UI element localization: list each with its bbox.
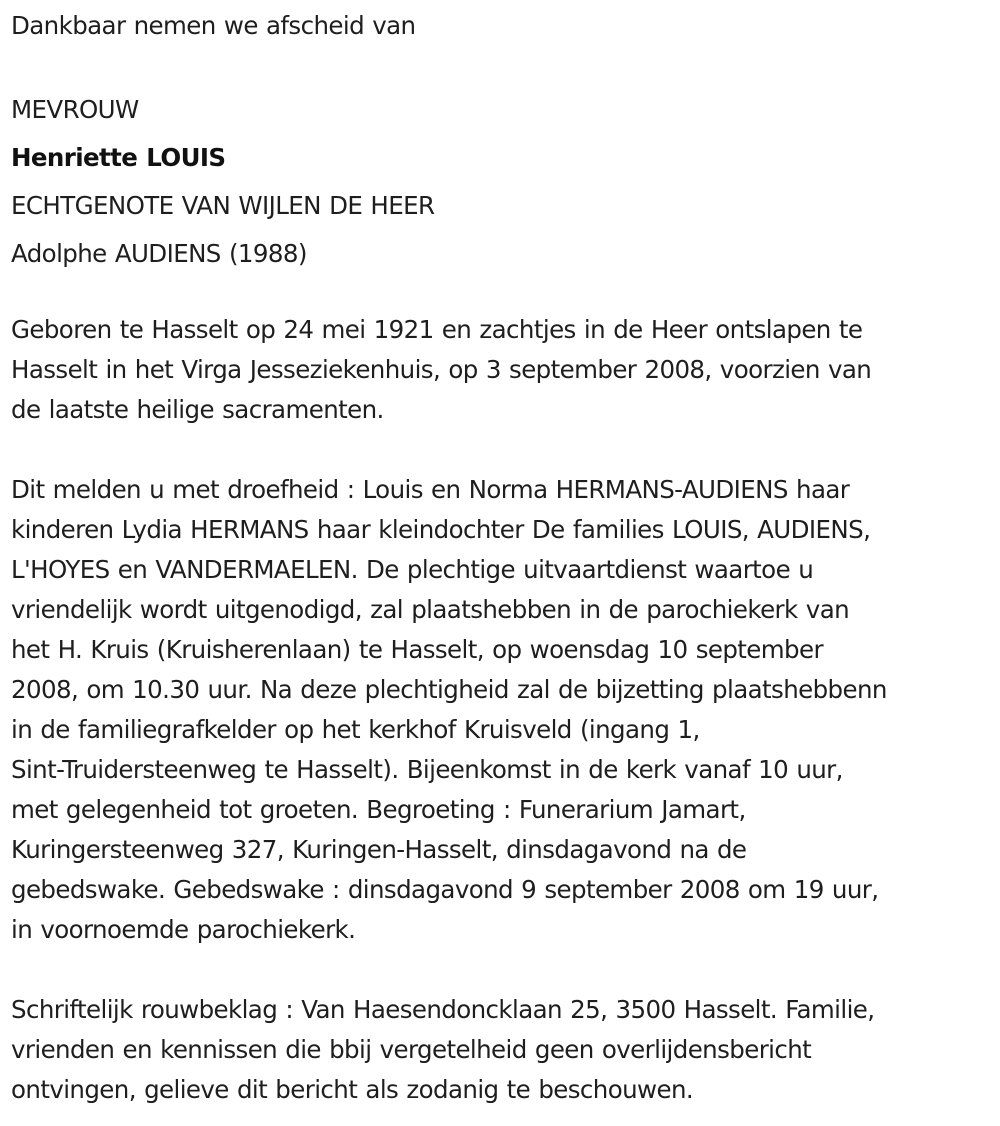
condolences-paragraph <box>11 990 874 1110</box>
paragraph-line: L'HOYES en VANDERMAELEN. De plechtige uitvaartdienst waartoe u <box>11 555 814 584</box>
relation-line: ECHTGENOTE VAN WIJLEN DE HEER <box>11 191 435 220</box>
paragraph-line: Kuringersteenweg 327, Kuringen-Hasselt, dinsdagavond na de <box>11 835 747 864</box>
paragraph-line: Dit melden u met droefheid : Louis en Norma HERMANS-AUDIENS haar <box>11 475 850 504</box>
paragraph-line: in voornoemde parochiekerk. <box>11 915 356 944</box>
announcement-paragraph <box>11 470 887 950</box>
paragraph-line: ontvingen, gelieve dit bericht als zodanig te beschouwen. <box>11 1075 694 1104</box>
paragraph-line: Geboren te Hasselt op 24 mei 1921 en zachtjes in de Heer ontslapen te <box>11 315 863 344</box>
paragraph-line: Schriftelijk rouwbeklag : Van Haesendoncklaan 25, 3500 Hasselt. Familie, <box>11 995 875 1024</box>
birth-death-paragraph <box>11 310 871 430</box>
paragraph-line: in de familiegrafkelder op het kerkhof Kruisveld (ingang 1, <box>11 715 700 744</box>
paragraph-line: vriendelijk wordt uitgenodigd, zal plaatshebben in de parochiekerk van <box>11 595 850 624</box>
intro-line: Dankbaar nemen we afscheid van <box>11 11 416 40</box>
paragraph-line: Hasselt in het Virga Jesseziekenhuis, op 3 september 2008, voorzien van <box>11 355 872 384</box>
paragraph-line: het H. Kruis (Kruisherenlaan) te Hasselt, op woensdag 10 september <box>11 635 823 664</box>
paragraph-line: kinderen Lydia HERMANS haar kleindochter De families LOUIS, AUDIENS, <box>11 515 871 544</box>
paragraph-line: de laatste heilige sacramenten. <box>11 395 384 424</box>
spouse-name: Adolphe AUDIENS (1988) <box>11 239 307 268</box>
paragraph-line: gebedswake. Gebedswake : dinsdagavond 9 september 2008 om 19 uur, <box>11 875 879 904</box>
paragraph-line: Sint-Truidersteenweg te Hasselt). Bijeenkomst in de kerk vanaf 10 uur, <box>11 755 843 784</box>
paragraph-line: vrienden en kennissen die bbij vergetelheid geen overlijdensbericht <box>11 1035 812 1064</box>
deceased-block <box>11 86 434 278</box>
deceased-name: Henriette LOUIS <box>11 143 226 172</box>
paragraph-line: met gelegenheid tot groeten. Begroeting : Funerarium Jamart, <box>11 795 746 824</box>
paragraph-line: 2008, om 10.30 uur. Na deze plechtigheid zal de bijzetting plaatshebbenn <box>11 675 887 704</box>
honorific: MEVROUW <box>11 95 139 124</box>
